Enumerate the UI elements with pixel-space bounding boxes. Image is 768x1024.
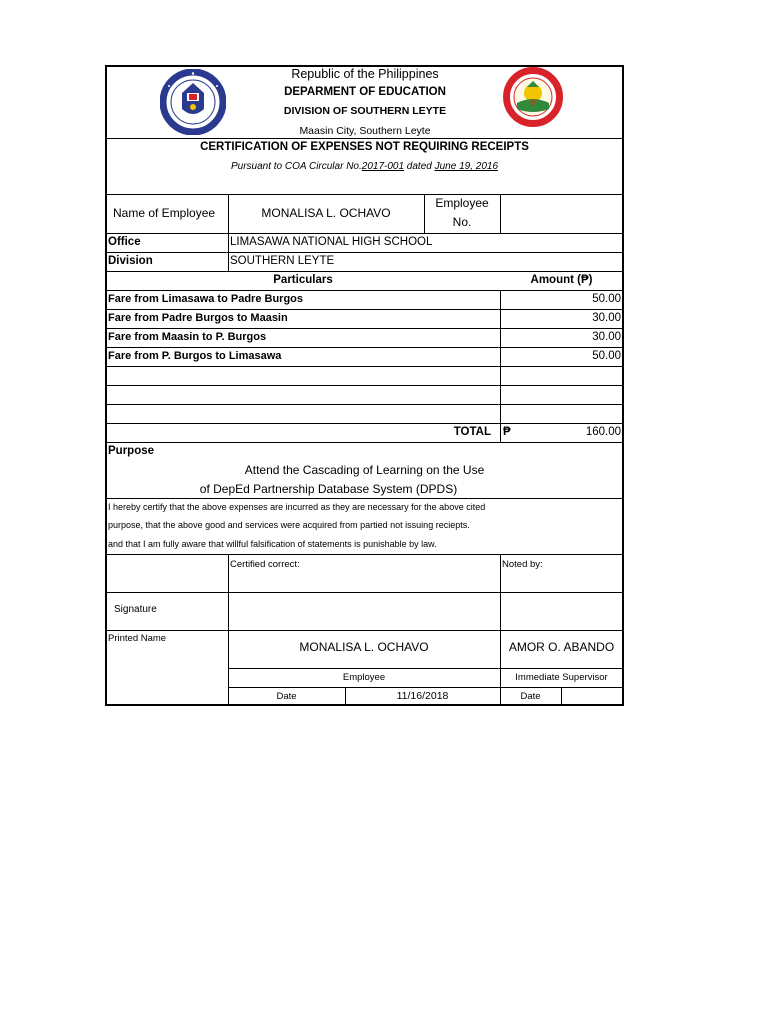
total-currency: ₱ (503, 426, 511, 438)
supervisor-date-label: Date (520, 691, 541, 702)
name-of-employee-label: Name of Employee (113, 206, 216, 220)
signature-label: Signature (114, 604, 157, 615)
total-label: TOTAL (453, 426, 491, 438)
department-heading: DEPARMENT OF EDUCATION (284, 86, 446, 98)
particulars-header: Particulars (273, 274, 333, 286)
particular-row-desc: Fare from Maasin to P. Burgos (108, 331, 267, 343)
employee-role-label: Employee (342, 672, 386, 683)
purpose-label: Purpose (108, 445, 155, 457)
employee-no-label-line1: Employee (435, 196, 489, 210)
form-title: CERTIFICATION OF EXPENSES NOT REQUIRING RECEIPTS (200, 141, 529, 153)
particular-row-desc: Fare from P. Burgos to Limasawa (108, 350, 282, 362)
supervisor-role-label: Immediate Supervisor (515, 672, 608, 683)
city-heading: Maasin City, Southern Leyte (299, 125, 431, 137)
employee-date-value: 11/16/2018 (396, 690, 449, 702)
employee-date-label: Date (276, 691, 297, 702)
certification-line-3: and that I am fully aware that willful falsification of statements is punishable by law. (108, 539, 437, 549)
amount-header: Amount (₱) (530, 274, 593, 286)
particular-row-amount: 50.00 (592, 350, 621, 362)
certified-correct-label: Certified correct: (230, 559, 300, 570)
circular-number: 2017-001 (361, 161, 405, 172)
circular-date: June 19, 2016 (434, 161, 499, 172)
noted-by-label: Noted by: (502, 559, 543, 570)
division-value: SOUTHERN LEYTE (230, 255, 335, 267)
printed-name-label: Printed Name (108, 633, 167, 644)
total-value: 160.00 (585, 426, 621, 438)
particular-row-amount: 50.00 (592, 293, 621, 305)
office-value: LIMASAWA NATIONAL HIGH SCHOOL (230, 236, 433, 248)
supervisor-printed-name: AMOR O. ABANDO (508, 640, 615, 654)
division-heading: DIVISION OF SOUTHERN LEYTE (283, 105, 447, 117)
office-label: Office (108, 236, 141, 248)
employee-name-value: MONALISA L. OCHAVO (261, 206, 391, 220)
republic-heading: Republic of the Philippines (291, 67, 439, 81)
particular-row-amount: 30.00 (592, 312, 621, 324)
particular-row-amount: 30.00 (592, 331, 621, 343)
employee-printed-name: MONALISA L. OCHAVO (299, 640, 429, 654)
employee-no-label-line2: No. (452, 215, 472, 229)
particular-row-desc: Fare from Padre Burgos to Maasin (108, 312, 288, 324)
particular-row-desc: Fare from Limasawa to Padre Burgos (108, 293, 303, 305)
certification-line-2: purpose, that the above good and services were acquired from partied not issuing reciepts. (108, 520, 470, 530)
purpose-line-1: Attend the Cascading of Learning on the Use (244, 463, 485, 477)
purpose-line-2: of DepEd Partnership Database System (DPDS) (199, 482, 458, 496)
division-label: Division (108, 255, 153, 267)
certification-line-1: I hereby certify that the above expenses are incurred as they are necessary for the above cited (108, 502, 486, 512)
coa-circular-reference: Pursuant to COA Circular No.2017-001 dated June 19, 2016 (230, 161, 499, 172)
